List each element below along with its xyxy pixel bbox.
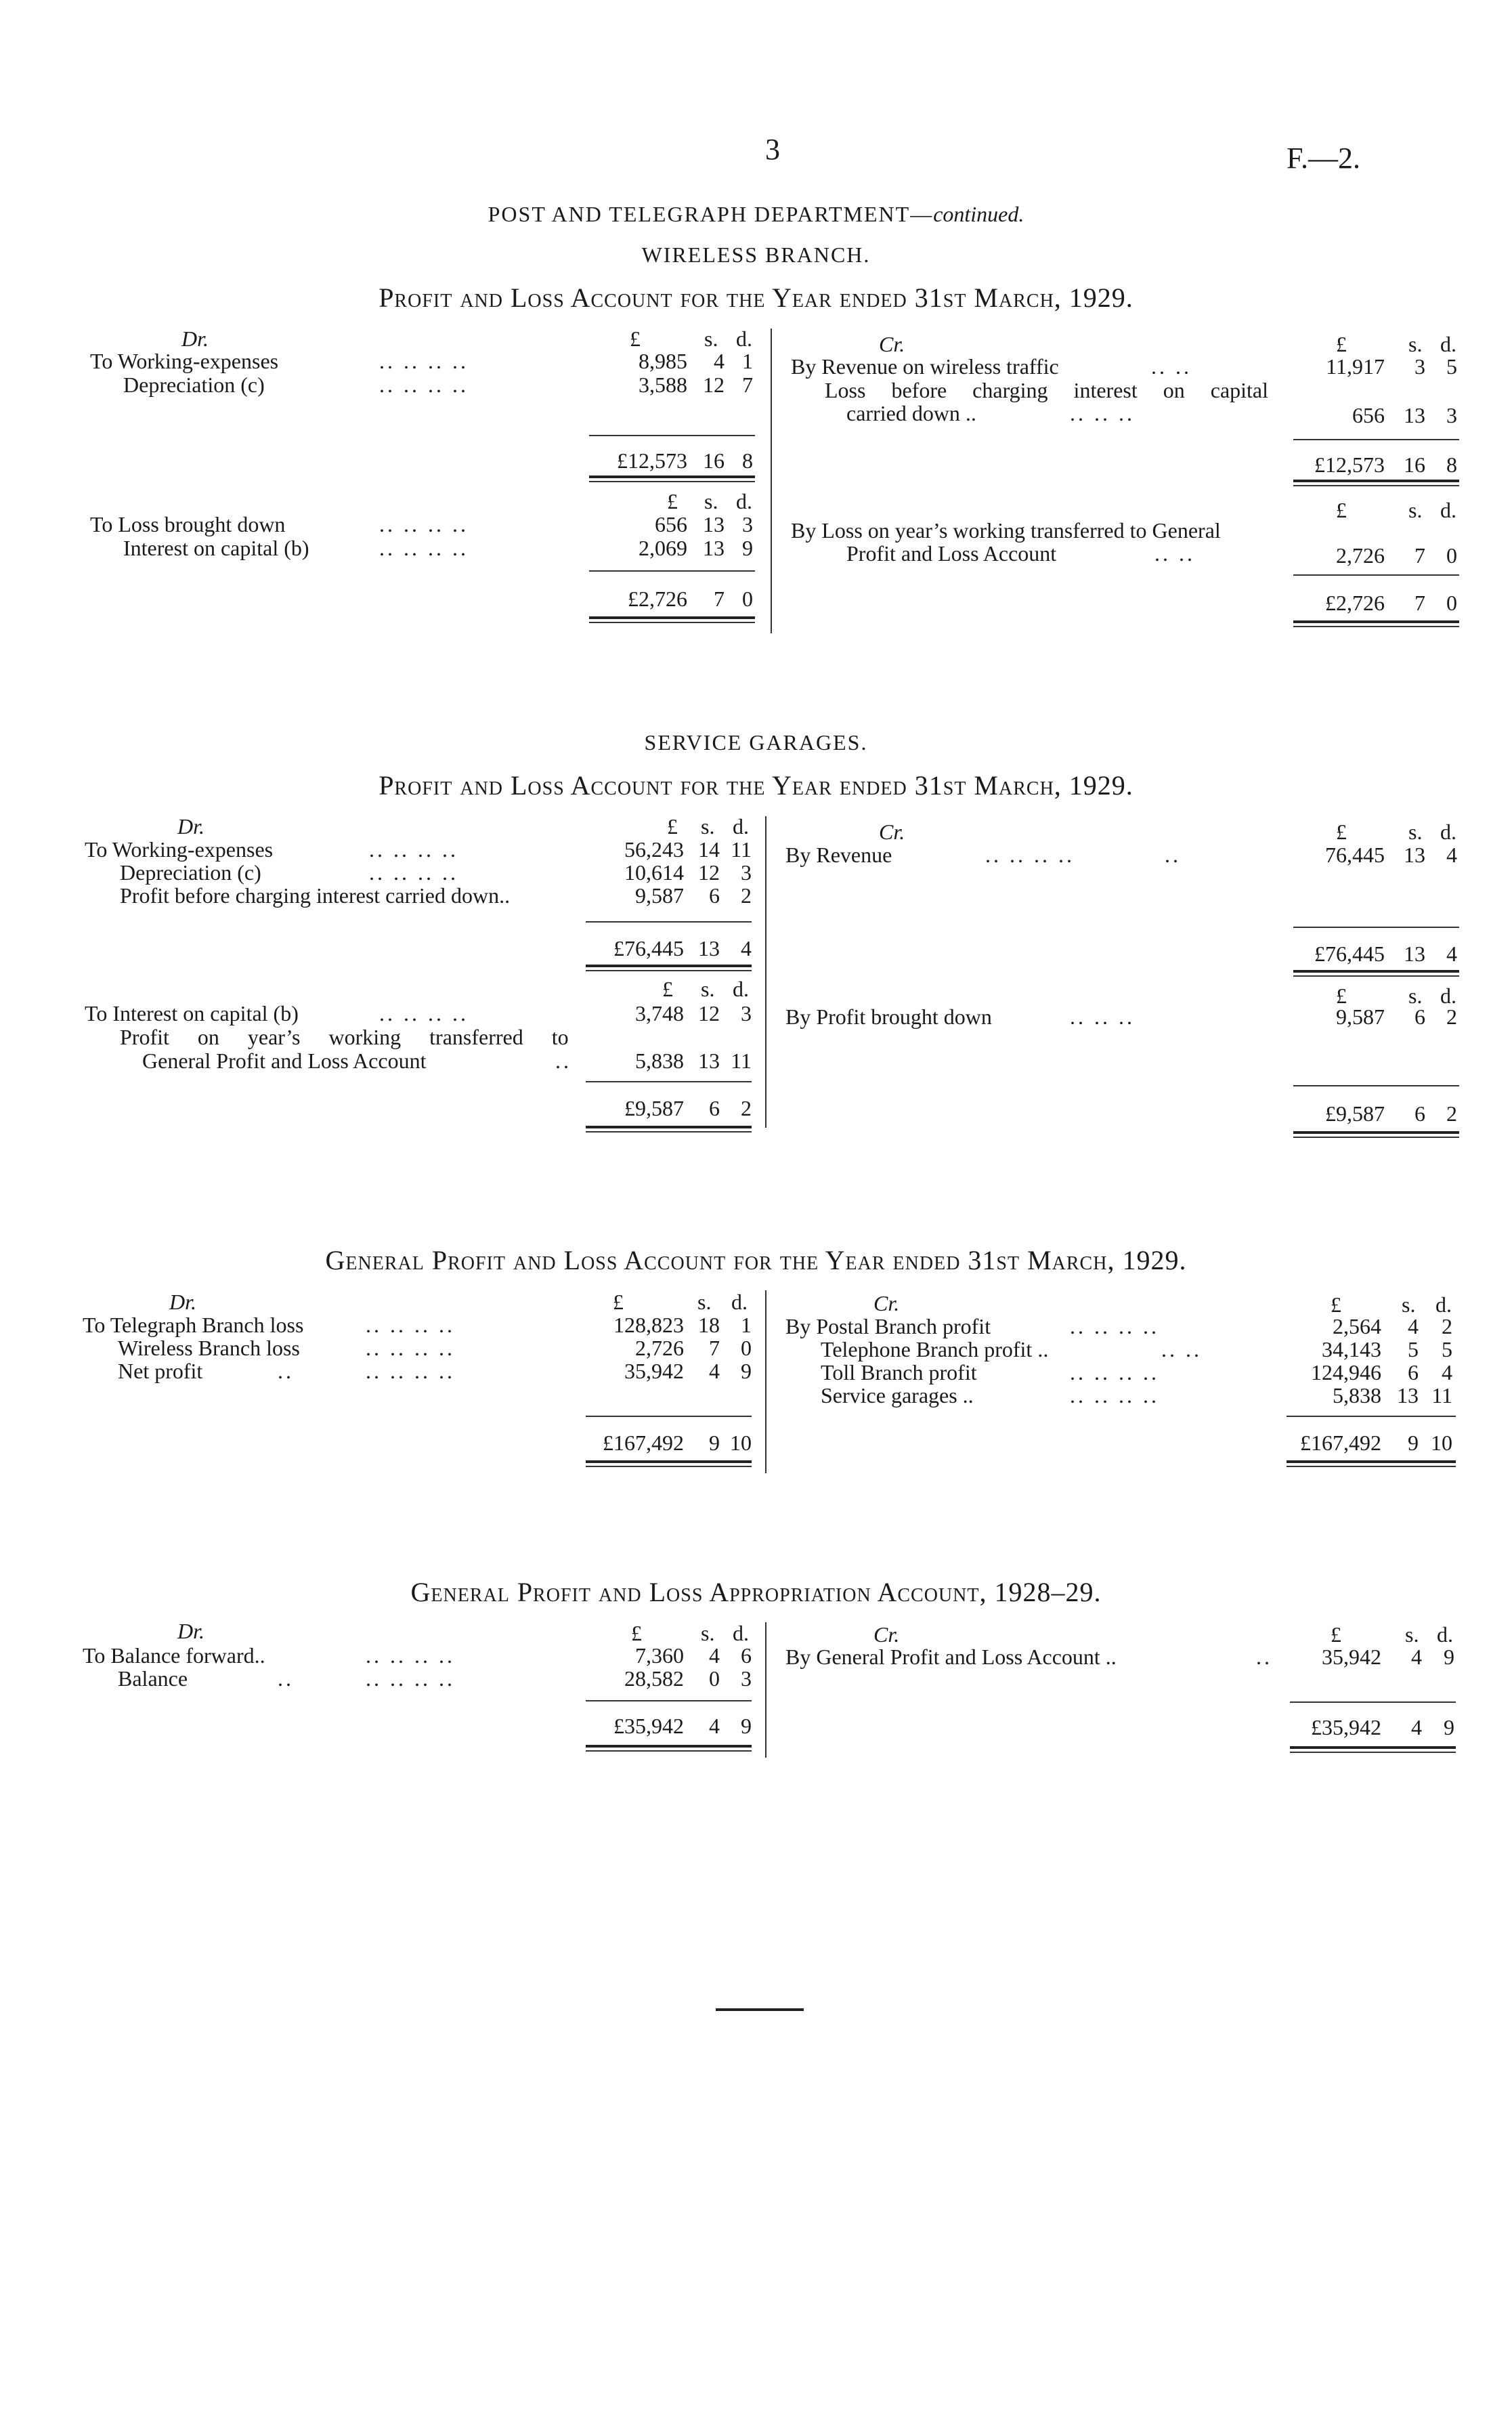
leader-dots: .. .. .. .. xyxy=(379,536,469,560)
garages-cr-row-1-s: 13 xyxy=(1404,843,1425,867)
appropriation-dr-label: Dr. xyxy=(177,1619,205,1643)
garages-d-header: d. xyxy=(733,814,749,839)
garages-cr-row-1-label: By Revenue xyxy=(785,843,892,867)
wireless-cr-bottom-pound-header: £ xyxy=(1336,498,1347,522)
total-double-rule xyxy=(586,1750,752,1752)
wireless-cr-row-2-s: 13 xyxy=(1404,403,1425,427)
garages-dr-total-bottom-d: 2 xyxy=(741,1096,752,1120)
appropriation-cr-row-1-d: 9 xyxy=(1444,1645,1454,1669)
leader-dots: .. .. .. .. xyxy=(1070,1360,1159,1384)
garages-dr-row-1-pounds: 56,243 xyxy=(624,837,684,862)
garages-dr-row-1-s: 14 xyxy=(698,837,720,862)
wireless-cr-s-header: s. xyxy=(1408,332,1423,356)
wireless-dr-bottom-row-1-d: 3 xyxy=(742,512,753,536)
leader-dots: .. .. .. .. xyxy=(1070,1383,1159,1408)
garages-cr-label: Cr. xyxy=(879,820,905,844)
garages-dr-bottom-row-1-d: 3 xyxy=(741,1001,752,1025)
appropriation-cr-d-header: d. xyxy=(1437,1622,1453,1647)
appropriation-dr-row-1-pounds: 7,360 xyxy=(635,1643,684,1668)
department-heading: POST AND TELEGRAPH DEPARTMENT—continued. xyxy=(488,202,1024,226)
garages-cr-bottom-row-1-pounds: 9,587 xyxy=(1336,1004,1385,1029)
general-cr-row-3-pounds: 124,946 xyxy=(1311,1360,1381,1384)
appropriation-cr-s-header: s. xyxy=(1405,1622,1419,1647)
general-d-header: d. xyxy=(731,1290,748,1314)
wireless-dr-row-1-pounds: 8,985 xyxy=(639,349,687,373)
appropriation-cr-row-1-s: 4 xyxy=(1411,1645,1422,1669)
general-account-title: General Profit and Loss Account for the Year ended 31st March, 1929. xyxy=(325,1245,1187,1275)
total-rule xyxy=(1293,1085,1459,1086)
wireless-cr-bottom-row-1-label: By Loss on year’s working transferred to General xyxy=(791,518,1221,543)
leader-dots: .. xyxy=(1165,843,1181,867)
total-double-rule xyxy=(589,475,755,478)
wireless-cr-row-1-d: 5 xyxy=(1446,354,1457,379)
garages-dr-row-1-label: To Working-expenses xyxy=(85,837,274,862)
garages-dr-row-2-s: 12 xyxy=(698,860,720,885)
total-rule xyxy=(589,435,755,436)
leader-dots: .. xyxy=(278,1359,294,1383)
leader-dots: .. xyxy=(1256,1645,1272,1669)
appropriation-dr-row-1-label: To Balance forward.. xyxy=(83,1643,265,1668)
general-cr-label: Cr. xyxy=(873,1291,900,1315)
general-dr-row-3-pounds: 35,942 xyxy=(624,1359,684,1383)
total-rule xyxy=(586,921,752,923)
appropriation-dr-row-1-s: 4 xyxy=(709,1643,720,1668)
garages-dr-label: Dr. xyxy=(177,814,205,839)
garages-cr-d-header: d. xyxy=(1440,820,1456,844)
garages-dr-row-3-s: 6 xyxy=(709,883,720,908)
leader-dots: .. .. .. .. xyxy=(1070,1314,1159,1338)
wireless-cr-total-top-d: 8 xyxy=(1446,452,1457,477)
total-double-rule xyxy=(1287,1466,1456,1467)
general-cr-row-3-label: Toll Branch profit xyxy=(821,1360,977,1384)
total-double-rule xyxy=(589,616,755,619)
total-rule xyxy=(586,1700,752,1701)
general-cr-row-3-d: 4 xyxy=(1442,1360,1452,1384)
general-dr-row-1-s: 18 xyxy=(698,1313,720,1337)
garages-cr-bottom-row-1-label: By Profit brought down xyxy=(785,1004,992,1029)
wireless-bottom-s-header: s. xyxy=(704,489,718,513)
appropriation-dr-row-2-s: 0 xyxy=(709,1666,720,1691)
general-cr-row-2-label: Telephone Branch profit .. xyxy=(821,1337,1049,1361)
garages-cr-bottom-d-header: d. xyxy=(1440,983,1456,1008)
wireless-cr-total-top-s: 16 xyxy=(1404,452,1425,477)
garages-cr-bottom-row-1-d: 2 xyxy=(1446,1004,1457,1029)
total-double-rule xyxy=(586,1131,752,1133)
wireless-cr-row-2-label: Loss before charging interest on capital xyxy=(825,378,1269,402)
page-number: 3 xyxy=(765,133,780,166)
general-cr-row-3-s: 6 xyxy=(1408,1360,1419,1384)
wireless-cr-bottom-s-header: s. xyxy=(1408,498,1423,522)
leader-dots: .. .. .. .. xyxy=(369,860,458,885)
general-dr-row-1-d: 1 xyxy=(741,1313,752,1337)
general-dr-row-3-d: 9 xyxy=(741,1359,752,1383)
wireless-dr-row-2-pounds: 3,588 xyxy=(639,373,687,397)
total-double-rule xyxy=(1293,480,1459,482)
appropriation-s-header: s. xyxy=(701,1621,715,1645)
leader-dots: .. xyxy=(278,1666,294,1691)
appropriation-dr-total-pounds: £35,942 xyxy=(613,1714,684,1738)
total-rule xyxy=(586,1416,752,1417)
appropriation-cr-row-1-pounds: 35,942 xyxy=(1322,1645,1381,1669)
total-double-rule xyxy=(1293,975,1459,977)
general-cr-row-1-pounds: 2,564 xyxy=(1333,1314,1381,1338)
wireless-cr-bottom-d-header: d. xyxy=(1440,498,1456,522)
wireless-cr-bottom-row-1-label-cont: Profit and Loss Account xyxy=(846,541,1057,566)
garages-dr-total-top-d: 4 xyxy=(741,936,752,960)
closing-rule xyxy=(716,2008,804,2011)
wireless-dr-row-1-label: To Working-expenses xyxy=(90,349,279,373)
appropriation-cr-total-pounds: £35,942 xyxy=(1311,1715,1381,1739)
total-double-rule xyxy=(589,622,755,623)
garages-dr-row-1-d: 11 xyxy=(731,837,752,862)
wireless-cr-bottom-row-1-pounds: 2,726 xyxy=(1336,543,1385,568)
wireless-dr-row-1-s: 4 xyxy=(714,349,725,373)
wireless-dr-bottom-row-1-pounds: 656 xyxy=(655,512,687,536)
general-cr-total-d: 10 xyxy=(1431,1431,1452,1455)
wireless-dr-total-bottom-s: 7 xyxy=(714,587,725,611)
wireless-bottom-pound-header: £ xyxy=(667,489,678,513)
appropriation-dr-row-1-d: 6 xyxy=(741,1643,752,1668)
general-dr-total-s: 9 xyxy=(709,1431,720,1455)
garages-dr-row-3-pounds: 9,587 xyxy=(635,883,684,908)
garages-cr-total-top-pounds: £76,445 xyxy=(1314,942,1385,966)
leader-dots: .. .. .. xyxy=(1070,401,1135,425)
wireless-dr-bottom-row-2-label: Interest on capital (b) xyxy=(123,536,309,560)
garages-cr-total-bottom-pounds: £9,587 xyxy=(1325,1101,1385,1126)
appropriation-cr-pound-header: £ xyxy=(1331,1622,1341,1647)
wireless-dr-total-top-pounds: £12,573 xyxy=(617,448,687,473)
general-cr-row-1-label: By Postal Branch profit xyxy=(785,1314,991,1338)
wireless-dr-bottom-row-1-label: To Loss brought down xyxy=(90,512,286,536)
wireless-cr-row-2-label-cont: carried down .. xyxy=(846,401,976,425)
general-cr-row-4-s: 13 xyxy=(1397,1383,1419,1408)
garages-bottom-pound-header: £ xyxy=(662,977,673,1001)
garages-dr-total-top-pounds: £76,445 xyxy=(613,936,684,960)
general-cr-row-4-pounds: 5,838 xyxy=(1333,1383,1381,1408)
leader-dots: .. .. .. .. xyxy=(985,843,1075,867)
garages-cr-total-bottom-s: 6 xyxy=(1414,1101,1425,1126)
wireless-cr-row-2-pounds: 656 xyxy=(1352,403,1385,427)
general-column-divider xyxy=(765,1290,766,1473)
wireless-cr-label: Cr. xyxy=(879,332,905,356)
leader-dots: .. .. .. .. xyxy=(379,1001,469,1025)
wireless-column-divider xyxy=(771,329,772,633)
appropriation-dr-total-s: 4 xyxy=(709,1714,720,1738)
general-cr-row-2-s: 5 xyxy=(1408,1337,1419,1361)
garages-dr-bottom-row-1-pounds: 3,748 xyxy=(635,1001,684,1025)
leader-dots: .. .. .. .. xyxy=(369,837,458,862)
appropriation-cr-total-d: 9 xyxy=(1444,1715,1454,1739)
garages-dr-bottom-row-2-s: 13 xyxy=(698,1049,720,1073)
garages-dr-bottom-row-1-label: To Interest on capital (b) xyxy=(85,1001,299,1025)
garages-dr-bottom-row-2-label: Profit on year’s working transferred to xyxy=(120,1025,569,1049)
general-cr-total-pounds: £167,492 xyxy=(1300,1431,1381,1455)
appropriation-cr-label: Cr. xyxy=(873,1622,900,1647)
general-cr-d-header: d. xyxy=(1435,1292,1452,1317)
leader-dots: .. .. .. .. xyxy=(379,512,469,536)
total-rule xyxy=(1293,439,1459,440)
general-dr-row-2-pounds: 2,726 xyxy=(635,1336,684,1360)
general-pound-header: £ xyxy=(613,1290,624,1314)
general-cr-row-1-s: 4 xyxy=(1408,1314,1419,1338)
general-dr-row-3-label: Net profit xyxy=(118,1359,203,1383)
total-double-rule xyxy=(1293,626,1459,627)
wireless-d-header: d. xyxy=(736,326,752,351)
appropriation-dr-row-2-d: 3 xyxy=(741,1666,752,1691)
garages-dr-row-2-pounds: 10,614 xyxy=(624,860,684,885)
general-dr-row-2-label: Wireless Branch loss xyxy=(118,1336,300,1360)
total-double-rule xyxy=(586,1126,752,1128)
garages-bottom-d-header: d. xyxy=(733,977,749,1001)
total-double-rule xyxy=(1293,485,1459,486)
wireless-dr-label: Dr. xyxy=(181,326,209,351)
general-cr-row-4-label: Service garages .. xyxy=(821,1383,974,1408)
appropriation-cr-row-1-label: By General Profit and Loss Account .. xyxy=(785,1645,1117,1669)
wireless-cr-bottom-row-1-d: 0 xyxy=(1446,543,1457,568)
leader-dots: .. .. .. .. xyxy=(366,1666,455,1691)
garages-cr-bottom-row-1-s: 6 xyxy=(1414,1004,1425,1029)
total-rule xyxy=(586,1081,752,1082)
total-rule xyxy=(1290,1701,1456,1703)
wireless-dr-bottom-row-2-d: 9 xyxy=(742,536,753,560)
garages-dr-row-2-d: 3 xyxy=(741,860,752,885)
total-double-rule xyxy=(1287,1460,1456,1463)
garages-dr-row-3-label: Profit before charging interest carried down.. xyxy=(120,883,511,908)
garages-dr-total-bottom-s: 6 xyxy=(709,1096,720,1120)
total-double-rule xyxy=(1293,620,1459,623)
wireless-dr-total-top-s: 16 xyxy=(703,448,725,473)
wireless-cr-row-1-pounds: 11,917 xyxy=(1326,354,1385,379)
wireless-s-header: s. xyxy=(704,326,718,351)
total-double-rule xyxy=(586,1745,752,1748)
leader-dots: .. .. .. .. xyxy=(366,1643,455,1668)
total-double-rule xyxy=(1290,1752,1456,1753)
total-double-rule xyxy=(1293,970,1459,973)
general-dr-row-3-s: 4 xyxy=(709,1359,720,1383)
wireless-cr-total-top-pounds: £12,573 xyxy=(1314,452,1385,477)
general-dr-total-d: 10 xyxy=(730,1431,752,1455)
total-rule xyxy=(1287,1416,1456,1417)
appropriation-account-title: General Profit and Loss Appropriation Account, 1928–29. xyxy=(410,1577,1102,1607)
leader-dots: .. .. .. .. xyxy=(379,349,469,373)
general-cr-pound-header: £ xyxy=(1331,1292,1341,1317)
total-double-rule xyxy=(586,965,752,967)
wireless-dr-row-1-d: 1 xyxy=(742,349,753,373)
leader-dots: .. .. .. .. xyxy=(366,1336,455,1360)
general-dr-row-1-pounds: 128,823 xyxy=(613,1313,684,1337)
garages-cr-bottom-pound-header: £ xyxy=(1336,983,1347,1008)
wireless-cr-row-2-d: 3 xyxy=(1446,403,1457,427)
wireless-dr-row-2-s: 12 xyxy=(703,373,725,397)
garages-dr-row-2-label: Depreciation (c) xyxy=(120,860,261,885)
wireless-dr-bottom-row-1-s: 13 xyxy=(703,512,725,536)
total-rule xyxy=(589,570,755,572)
leader-dots: .. .. .. xyxy=(1070,1004,1135,1029)
total-double-rule xyxy=(586,1460,752,1463)
wireless-cr-d-header: d. xyxy=(1440,332,1456,356)
wireless-pound-header: £ xyxy=(630,326,641,351)
wireless-dr-total-bottom-pounds: £2,726 xyxy=(628,587,687,611)
leader-dots: .. .. .. .. xyxy=(366,1313,455,1337)
garages-cr-pound-header: £ xyxy=(1336,820,1347,844)
wireless-account-title: Profit and Loss Account for the Year ended 31st March, 1929. xyxy=(379,282,1133,313)
total-double-rule xyxy=(1290,1746,1456,1749)
wireless-dr-row-2-label: Depreciation (c) xyxy=(123,373,265,397)
wireless-dr-total-top-d: 8 xyxy=(742,448,753,473)
leader-dots: .. .. xyxy=(1161,1337,1202,1361)
garages-dr-bottom-row-2-d: 11 xyxy=(731,1049,752,1073)
wireless-dr-bottom-row-2-pounds: 2,069 xyxy=(639,536,687,560)
garages-cr-row-1-pounds: 76,445 xyxy=(1325,843,1385,867)
wireless-dr-row-2-d: 7 xyxy=(742,373,753,397)
general-cr-row-2-d: 5 xyxy=(1442,1337,1452,1361)
garages-cr-total-bottom-d: 2 xyxy=(1446,1101,1457,1126)
total-double-rule xyxy=(589,481,755,482)
wireless-cr-total-bottom-pounds: £2,726 xyxy=(1325,591,1385,615)
leader-dots: .. .. xyxy=(1151,354,1192,379)
appropriation-d-header: d. xyxy=(733,1621,749,1645)
total-double-rule xyxy=(1293,1137,1459,1138)
garages-heading: SERVICE GARAGES. xyxy=(644,730,868,755)
total-double-rule xyxy=(586,1466,752,1467)
wireless-dr-bottom-row-2-s: 13 xyxy=(703,536,725,560)
wireless-cr-pound-header: £ xyxy=(1336,332,1347,356)
general-cr-total-s: 9 xyxy=(1408,1431,1419,1455)
appropriation-dr-row-2-pounds: 28,582 xyxy=(624,1666,684,1691)
general-cr-s-header: s. xyxy=(1402,1292,1416,1317)
general-s-header: s. xyxy=(697,1290,712,1314)
general-dr-label: Dr. xyxy=(169,1290,197,1314)
general-cr-row-4-d: 11 xyxy=(1431,1383,1452,1408)
total-rule xyxy=(1293,927,1459,928)
wireless-cr-total-bottom-d: 0 xyxy=(1446,591,1457,615)
leader-dots: .. .. xyxy=(1154,541,1195,566)
wireless-bottom-d-header: d. xyxy=(736,489,752,513)
general-dr-row-1-label: To Telegraph Branch loss xyxy=(83,1313,304,1337)
appropriation-cr-total-s: 4 xyxy=(1411,1715,1422,1739)
garages-dr-bottom-row-2-label-cont: General Profit and Loss Account xyxy=(142,1049,427,1073)
general-cr-row-2-pounds: 34,143 xyxy=(1322,1337,1381,1361)
garages-cr-row-1-d: 4 xyxy=(1446,843,1457,867)
garages-s-header: s. xyxy=(701,814,715,839)
total-double-rule xyxy=(586,970,752,971)
garages-dr-total-bottom-pounds: £9,587 xyxy=(624,1096,684,1120)
total-double-rule xyxy=(1293,1131,1459,1134)
appropriation-dr-row-2-label: Balance xyxy=(118,1666,188,1691)
wireless-cr-total-bottom-s: 7 xyxy=(1414,591,1425,615)
garages-pound-header: £ xyxy=(667,814,678,839)
appropriation-dr-total-d: 9 xyxy=(741,1714,752,1738)
total-rule xyxy=(1293,574,1459,576)
garages-cr-s-header: s. xyxy=(1408,820,1423,844)
garages-column-divider xyxy=(765,816,766,1128)
garages-dr-bottom-row-2-pounds: 5,838 xyxy=(635,1049,684,1073)
general-dr-row-2-s: 7 xyxy=(709,1336,720,1360)
garages-dr-bottom-row-1-s: 12 xyxy=(698,1001,720,1025)
leader-dots: .. .. .. .. xyxy=(379,373,469,397)
leader-dots: .. .. .. .. xyxy=(366,1359,455,1383)
general-dr-row-2-d: 0 xyxy=(741,1336,752,1360)
wireless-branch-heading: WIRELESS BRANCH. xyxy=(641,242,871,267)
garages-cr-total-top-d: 4 xyxy=(1446,942,1457,966)
garages-cr-total-top-s: 13 xyxy=(1404,942,1425,966)
appropriation-pound-header: £ xyxy=(631,1621,642,1645)
wireless-cr-bottom-row-1-s: 7 xyxy=(1414,543,1425,568)
document-reference: F.—2. xyxy=(1287,142,1360,175)
appropriation-column-divider xyxy=(765,1622,766,1758)
general-dr-total-pounds: £167,492 xyxy=(603,1431,684,1455)
general-cr-row-1-d: 2 xyxy=(1442,1314,1452,1338)
garages-bottom-s-header: s. xyxy=(701,977,715,1001)
wireless-cr-row-1-s: 3 xyxy=(1414,354,1425,379)
wireless-cr-row-1-label: By Revenue on wireless traffic xyxy=(791,354,1059,379)
garages-dr-total-top-s: 13 xyxy=(698,936,720,960)
garages-account-title: Profit and Loss Account for the Year ended 31st March, 1929. xyxy=(379,770,1133,801)
garages-dr-row-3-d: 2 xyxy=(741,883,752,908)
leader-dots: .. xyxy=(555,1049,571,1073)
wireless-dr-total-bottom-d: 0 xyxy=(742,587,753,611)
garages-cr-bottom-s-header: s. xyxy=(1408,983,1423,1008)
